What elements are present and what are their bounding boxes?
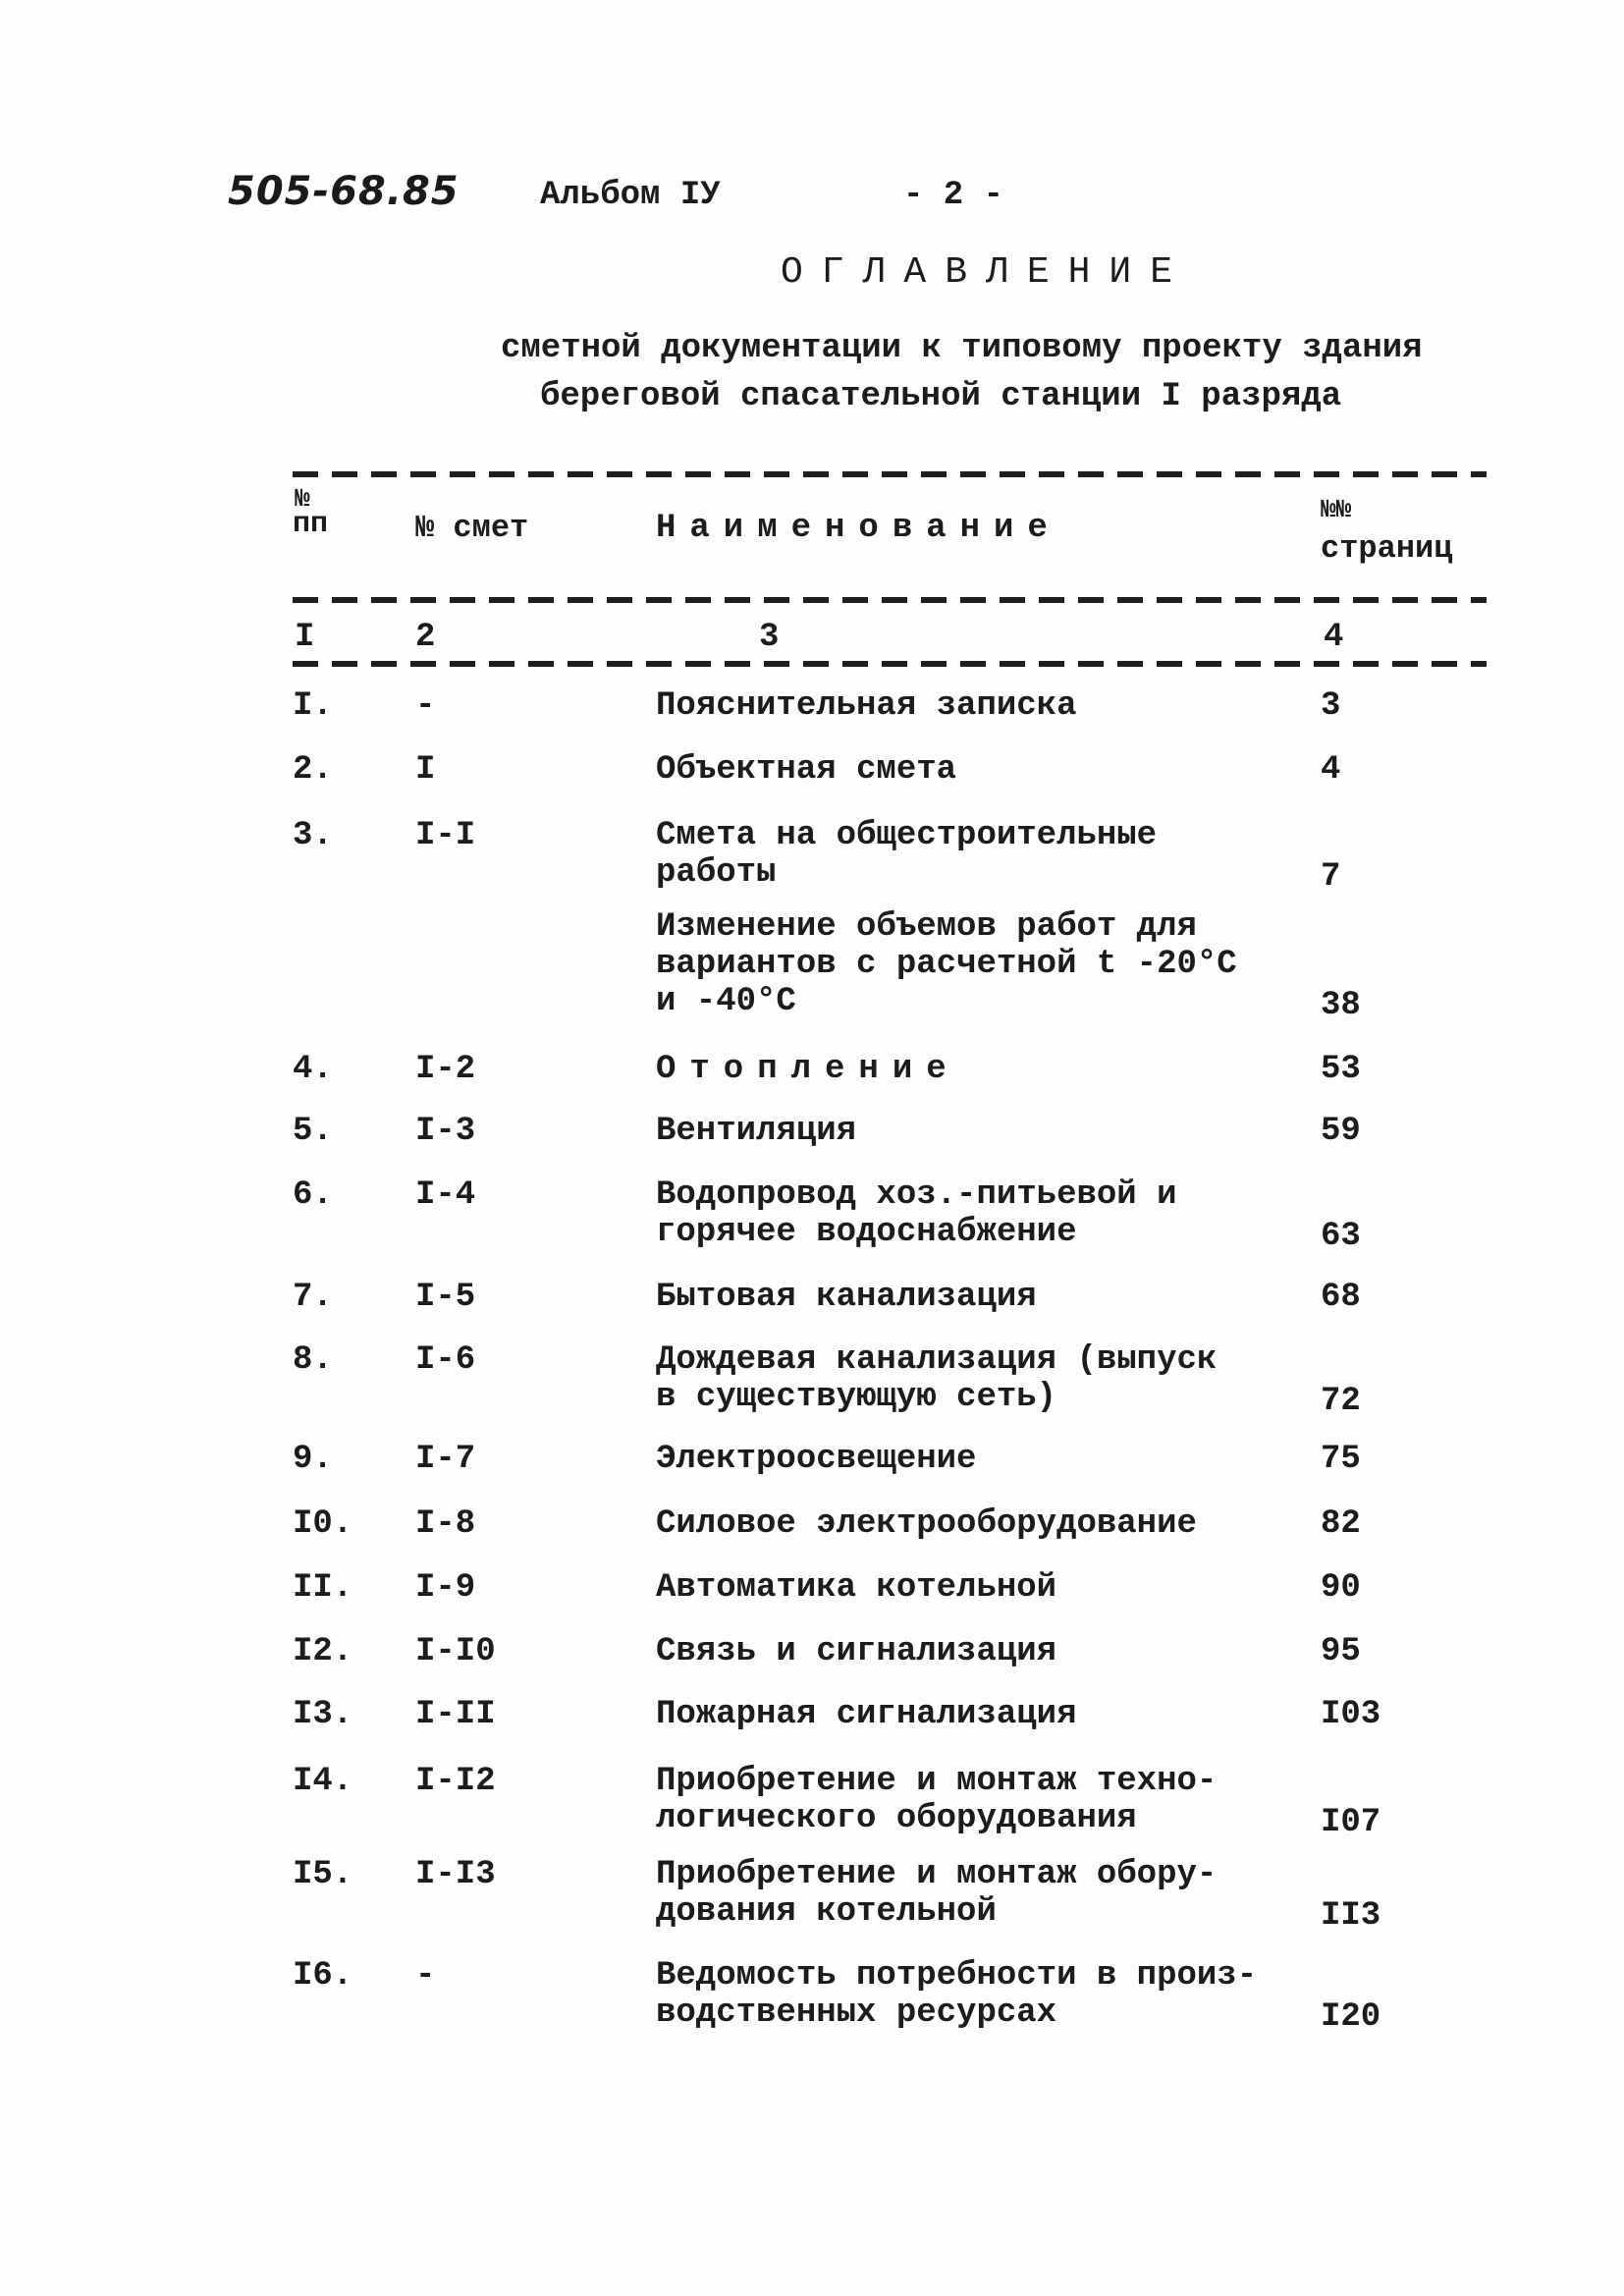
row-name-line: Электроосвещение: [656, 1441, 977, 1478]
row-page: 90: [1321, 1569, 1361, 1607]
row-page: I20: [1321, 1998, 1381, 2036]
row-name: [656, 1341, 1217, 1416]
row-estimate: I-7: [415, 1441, 476, 1478]
row-name: [656, 1569, 1056, 1607]
row-name-line: в существующую сеть): [656, 1379, 1057, 1416]
header-estimate: № смет: [415, 510, 529, 546]
document-number: 505-68.85: [228, 169, 460, 214]
row-number: I5.: [293, 1856, 353, 1893]
row-name: [656, 1633, 1056, 1670]
row-estimate: I-I: [415, 817, 476, 854]
column-number-4: 4: [1324, 619, 1344, 656]
row-estimate: I-5: [415, 1279, 476, 1316]
table-top-rule: [293, 471, 1487, 477]
row-name: [656, 1856, 1217, 1931]
row-name: [656, 817, 1157, 892]
row-page: 63: [1321, 1218, 1361, 1255]
header-name: Наименование: [656, 510, 1061, 547]
row-estimate: I-I3: [415, 1856, 496, 1893]
row-name-line: горячее водоснабжение: [656, 1214, 1077, 1251]
row-name-line: Водопровод хоз.-питьевой и: [656, 1176, 1177, 1214]
column-number-3: 3: [759, 619, 780, 656]
row-estimate: I-II: [415, 1696, 496, 1733]
row-estimate: I: [415, 751, 436, 789]
row-number: 9.: [293, 1441, 333, 1478]
row-name: [656, 687, 1076, 725]
row-page: 95: [1321, 1633, 1361, 1670]
row-name: [656, 751, 956, 789]
column-number-2: 2: [415, 619, 436, 656]
row-name-line: Изменение объемов работ для: [656, 908, 1197, 946]
row-name-line: Пожарная сигнализация: [656, 1696, 1077, 1733]
row-name-line: и -40°C: [656, 983, 796, 1020]
row-name-line: водственных ресурсах: [656, 1995, 1057, 2032]
album-label: Альбом IУ: [540, 177, 721, 214]
row-estimate: I-I0: [415, 1633, 496, 1670]
row-name-line: Приобретение и монтаж обору-: [656, 1856, 1218, 1893]
row-name: [656, 1696, 1076, 1733]
subtitle-line-2: береговой спасательной станции I разряда: [540, 378, 1342, 415]
row-number: 2.: [293, 751, 333, 789]
row-estimate: I-2: [415, 1051, 476, 1088]
row-page: 38: [1321, 987, 1361, 1024]
row-name-line: Ведомость потребности в произ-: [656, 1957, 1258, 1995]
row-number: 5.: [293, 1113, 333, 1150]
row-name-line: Бытовая канализация: [656, 1279, 1037, 1316]
header-num: пп: [293, 508, 329, 541]
row-name-line: работы: [656, 854, 777, 892]
header-bottom-rule: [293, 597, 1487, 603]
page-number: - 2 -: [903, 177, 1004, 214]
row-name-line: дования котельной: [656, 1893, 997, 1931]
column-numbers-rule: [293, 661, 1487, 667]
row-estimate: I-4: [415, 1176, 476, 1214]
row-number: I4.: [293, 1763, 353, 1800]
row-number: 7.: [293, 1279, 333, 1316]
row-number: 4.: [293, 1051, 333, 1088]
row-page: 4: [1321, 751, 1341, 789]
row-page: I03: [1321, 1696, 1381, 1733]
row-number: 3.: [293, 817, 333, 854]
row-page: 3: [1321, 687, 1341, 725]
row-name: [656, 1957, 1257, 2032]
row-page: 75: [1321, 1441, 1361, 1478]
row-name-line: логического оборудования: [656, 1800, 1137, 1837]
row-number: I6.: [293, 1957, 353, 1995]
column-number-1: I: [295, 619, 315, 656]
row-estimate: I-3: [415, 1113, 476, 1150]
row-estimate: I-6: [415, 1341, 476, 1379]
row-estimate: I-9: [415, 1569, 476, 1607]
row-name: [656, 1441, 976, 1478]
header-num-sign: №: [295, 484, 310, 514]
row-number: I2.: [293, 1633, 353, 1670]
row-number: 6.: [293, 1176, 333, 1214]
row-name-line: Смета на общестроительные: [656, 817, 1158, 854]
row-name: [656, 1279, 1037, 1316]
row-page: I07: [1321, 1804, 1381, 1841]
row-name-line: Дождевая канализация (выпуск: [656, 1341, 1218, 1379]
row-number: I3.: [293, 1696, 353, 1733]
row-estimate: I-8: [415, 1505, 476, 1543]
header-pages: страниц: [1321, 530, 1453, 567]
row-name: [656, 1113, 856, 1150]
row-estimate: -: [415, 1957, 436, 1995]
row-name-line: Объектная смета: [656, 751, 957, 789]
row-page: 59: [1321, 1113, 1361, 1150]
row-name-line: Вентиляция: [656, 1113, 857, 1150]
row-name-line: вариантов с расчетной t -20°C: [656, 946, 1237, 983]
subtitle-line-1: сметной документации к типовому проекту здания: [501, 330, 1423, 367]
row-number: 8.: [293, 1341, 333, 1379]
row-page: 7: [1321, 858, 1341, 896]
row-name: [656, 908, 1237, 1020]
row-name-line: Приобретение и монтаж техно-: [656, 1763, 1218, 1800]
row-page: 68: [1321, 1279, 1361, 1316]
row-estimate: I-I2: [415, 1763, 496, 1800]
row-page: 53: [1321, 1051, 1361, 1088]
row-name-line: Автоматика котельной: [656, 1569, 1057, 1607]
row-name-line: Связь и сигнализация: [656, 1633, 1057, 1670]
header-pages-sign: №№: [1321, 495, 1352, 524]
row-name-line: Силовое электрооборудование: [656, 1505, 1197, 1543]
page-title: ОГЛАВЛЕНИЕ: [781, 251, 1192, 294]
row-name-line: Отопление: [656, 1051, 960, 1088]
row-estimate: -: [415, 687, 436, 725]
row-name: [656, 1176, 1177, 1251]
row-name: [656, 1051, 960, 1088]
row-page: 82: [1321, 1505, 1361, 1543]
row-name-line: Пояснительная записка: [656, 687, 1077, 725]
row-number: II.: [293, 1569, 353, 1607]
row-number: I0.: [293, 1505, 353, 1543]
row-name: [656, 1505, 1197, 1543]
row-page: II3: [1321, 1897, 1381, 1935]
row-page: 72: [1321, 1383, 1361, 1420]
row-name: [656, 1763, 1217, 1837]
row-number: I.: [293, 687, 333, 725]
